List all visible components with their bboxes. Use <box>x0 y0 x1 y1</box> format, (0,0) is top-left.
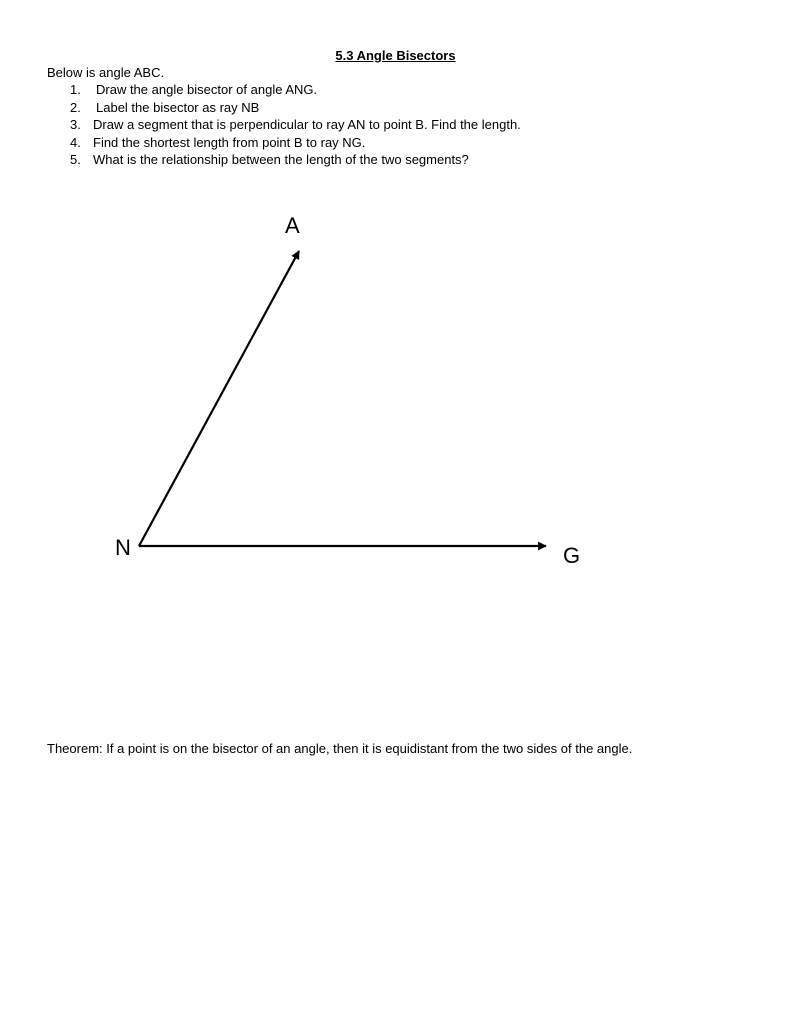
list-item <box>70 99 521 117</box>
intro-text: Below is angle ABC. <box>47 65 165 80</box>
step-text: Draw the angle bisector of angle ANG. <box>96 82 318 97</box>
list-item <box>70 81 521 99</box>
step-number: 4. <box>70 134 81 150</box>
point-n-label: N <box>115 535 131 560</box>
step-text: Draw a segment that is perpendicular to ray AN to point B. Find the length. <box>93 117 521 132</box>
step-text: What is the relationship between the length of the two segments? <box>93 152 469 167</box>
step-number: 2. <box>70 99 81 115</box>
point-g-label: G <box>563 543 581 568</box>
theorem-text: Theorem: If a point is on the bisector of an angle, then it is equidistant from the two sides of the angle. <box>47 741 633 756</box>
step-number: 1. <box>70 82 81 97</box>
step-number: 5. <box>70 152 81 167</box>
point-a-label: A <box>285 213 300 238</box>
list-item <box>70 134 521 152</box>
step-number: 3. <box>70 117 81 132</box>
list-item <box>70 151 521 169</box>
step-text: Label the bisector as ray NB <box>96 99 260 115</box>
list-item <box>70 116 521 134</box>
page-title: 5.3 Angle Bisectors <box>335 48 456 63</box>
instruction-list <box>70 81 521 169</box>
step-text: Find the shortest length from point B to ray NG. <box>93 134 366 150</box>
ray-na <box>139 251 299 546</box>
